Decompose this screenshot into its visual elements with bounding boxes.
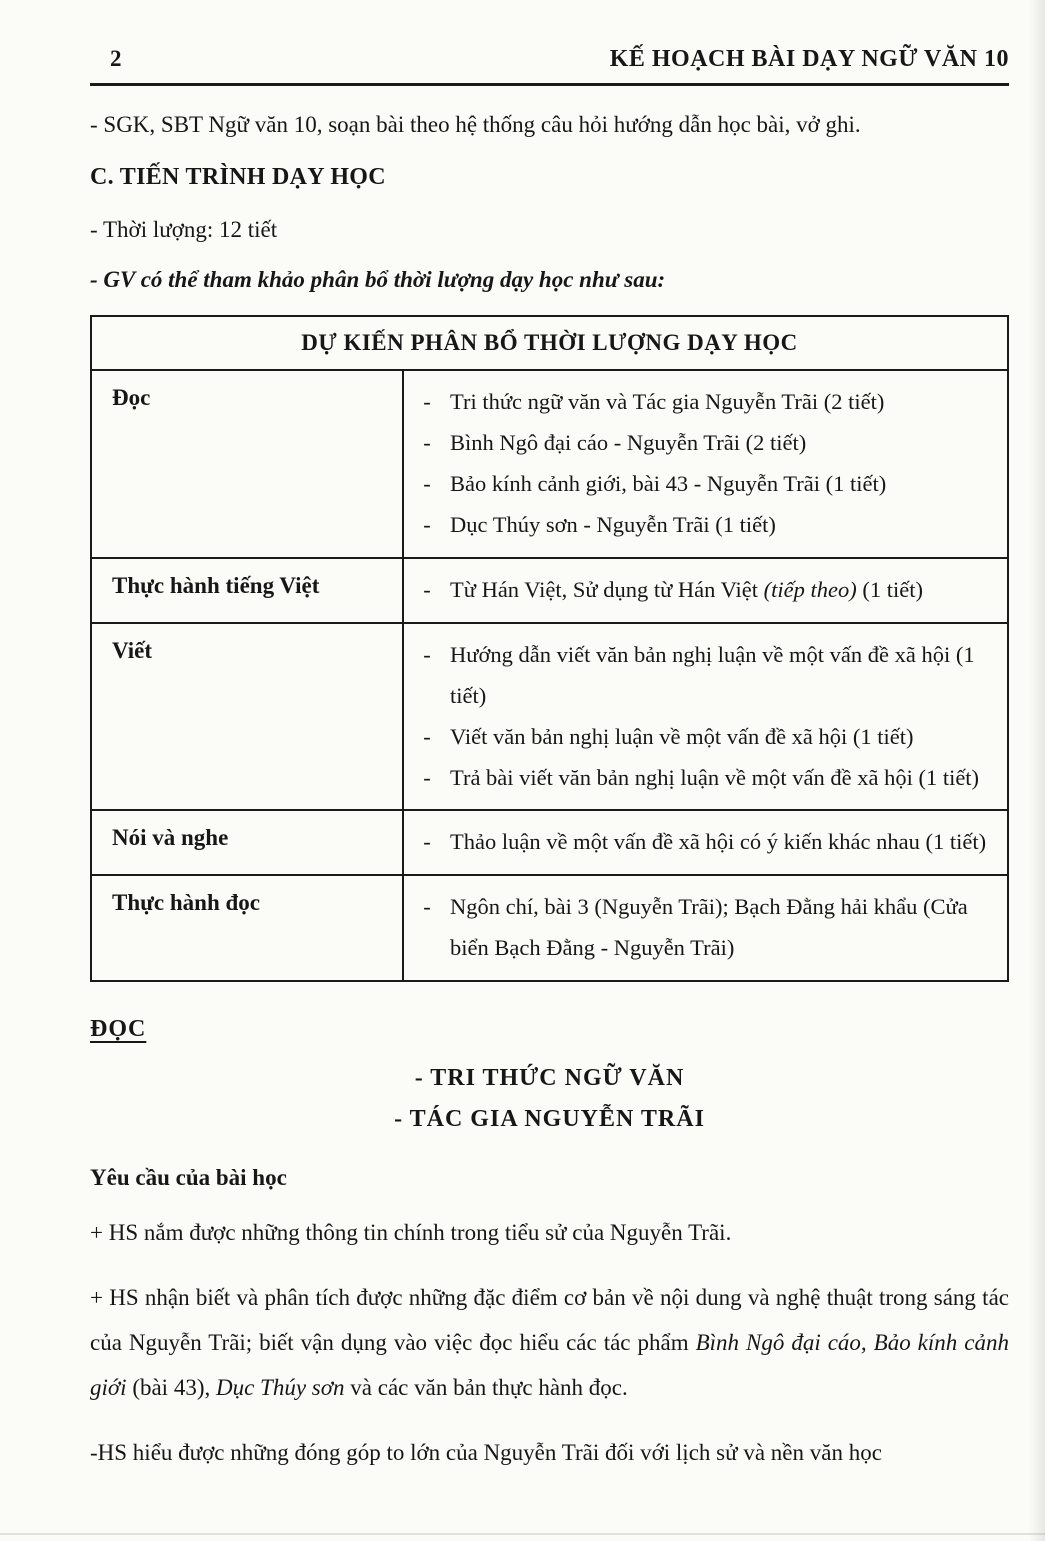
schedule-row: [91, 875, 1008, 981]
schedule-items-cell: [403, 875, 1008, 981]
requirement-2: [90, 1276, 1009, 1411]
text-segment: (tiếp theo): [763, 576, 857, 602]
dash-bullet: -: [423, 511, 431, 537]
schedule-item: [404, 635, 993, 717]
section-c-heading: C. TIẾN TRÌNH DẠY HỌC: [90, 164, 386, 190]
schedule-items-cell: [403, 370, 1008, 558]
schedule-row: [91, 370, 1008, 558]
schedule-item: [404, 382, 993, 423]
page-number: 2: [110, 46, 122, 71]
schedule-category-cell: Viết: [91, 623, 403, 811]
requirement-3: -HS hiểu được những đóng góp to lớn của Nguyễn Trãi đối với lịch sử và nền văn học: [90, 1439, 882, 1465]
schedule-table: [90, 315, 1009, 982]
text-segment: Bình Ngô đại cáo, Bảo kính cảnh giới: [90, 1329, 1009, 1400]
dash-bullet: -: [423, 829, 431, 855]
schedule-item-text: [450, 382, 993, 423]
schedule-item: [404, 758, 993, 799]
text-segment: Hướng dẫn viết văn bản nghị luận về một vấn đề xã hội (1 tiết): [450, 641, 975, 708]
dash-bullet: -: [423, 429, 431, 455]
schedule-table-title: DỰ KIẾN PHÂN BỔ THỜI LƯỢNG DẠY HỌC: [91, 316, 1008, 370]
lesson-title-1: - TRI THỨC NGỮ VĂN: [414, 1065, 685, 1092]
schedule-item: [404, 464, 993, 505]
schedule-item: [404, 570, 993, 611]
schedule-category-cell: Nói và nghe: [91, 810, 403, 875]
materials-line: - SGK, SBT Ngữ văn 10, soạn bài theo hệ thống câu hỏi hướng dẫn học bài, vở ghi.: [90, 112, 861, 137]
text-segment: + HS nhận biết và phân tích được những đặc điểm cơ bản về nội dung và nghệ thuật trong sáng tác của Nguyễn Trãi; biết vận dụng vào việc đọc hiểu các tác phẩm: [90, 1285, 1009, 1355]
duration-line: - Thời lượng: 12 tiết: [90, 217, 278, 242]
schedule-item-text: [450, 464, 993, 505]
dash-bullet: -: [423, 389, 431, 414]
dash-bullet: -: [423, 470, 431, 496]
schedule-item-text: [450, 635, 993, 717]
text-segment: Tri thức ngữ văn và Tác gia Nguyễn Trãi (2 tiết): [450, 389, 885, 414]
schedule-category-cell: Đọc: [91, 370, 403, 558]
doc-section-heading: ĐỌC: [90, 1016, 147, 1043]
schedule-item-text: [450, 758, 993, 799]
dash-bullet: -: [423, 894, 431, 920]
text-segment: (bài 43),: [126, 1374, 216, 1400]
schedule-row: [91, 810, 1008, 875]
dash-bullet: -: [423, 641, 431, 667]
running-head-title: KẾ HOẠCH BÀI DẠY NGỮ VĂN 10: [609, 46, 1009, 72]
text-segment: và các văn bản thực hành đọc.: [344, 1374, 628, 1400]
schedule-items-cell: [403, 558, 1008, 623]
schedule-item-text: [450, 423, 993, 464]
schedule-item: [404, 717, 993, 758]
schedule-item: [404, 822, 993, 863]
reference-note: - GV có thể tham khảo phân bổ thời lượng dạy học như sau:: [90, 267, 666, 292]
text-segment: Ngôn chí, bài 3 (Nguyễn Trãi); Bạch Đằng hải khẩu (Cửa biển Bạch Đằng - Nguyễn Trãi): [450, 894, 968, 961]
schedule-items-cell: [403, 810, 1008, 875]
lesson-title-2: - TÁC GIA NGUYỄN TRÃI: [394, 1106, 705, 1133]
schedule-item-text: [450, 570, 993, 611]
text-segment: Bảo kính cảnh giới, bài 43 - Nguyễn Trãi (1 tiết): [450, 470, 887, 496]
schedule-title-row: [91, 316, 1008, 370]
schedule-item: [404, 887, 993, 969]
schedule-row: [91, 623, 1008, 811]
text-segment: Từ Hán Việt, Sử dụng từ Hán Việt: [450, 576, 764, 602]
schedule-item: [404, 505, 993, 546]
page-header: [90, 46, 1009, 86]
schedule-item-text: [450, 822, 993, 863]
text-segment: Dục Thúy sơn: [215, 1374, 345, 1400]
dash-bullet: -: [423, 576, 431, 602]
text-segment: Dục Thúy sơn - Nguyễn Trãi (1 tiết): [450, 511, 776, 537]
text-segment: (1 tiết): [856, 576, 923, 602]
schedule-item-text: [450, 887, 993, 969]
text-segment: Bình Ngô đại cáo - Nguyễn Trãi (2 tiết): [450, 429, 807, 455]
schedule-category-cell: Thực hành đọc: [91, 875, 403, 981]
dash-bullet: -: [423, 764, 431, 790]
requirement-1: + HS nắm được những thông tin chính trong tiểu sử của Nguyễn Trãi.: [90, 1220, 732, 1246]
schedule-item-text: [450, 505, 993, 546]
dash-bullet: -: [423, 723, 431, 749]
schedule-items-cell: [403, 623, 1008, 811]
text-segment: Thảo luận về một vấn đề xã hội có ý kiến khác nhau (1 tiết): [450, 829, 987, 855]
text-segment: Viết văn bản nghị luận về một vấn đề xã hội (1 tiết): [450, 723, 914, 749]
schedule-item: [404, 423, 993, 464]
text-segment: Trả bài viết văn bản nghị luận về một vấn đề xã hội (1 tiết): [450, 764, 980, 790]
schedule-item-text: [450, 717, 993, 758]
schedule-category-cell: Thực hành tiếng Việt: [91, 558, 403, 623]
requirements-heading: Yêu cầu của bài học: [90, 1165, 287, 1191]
schedule-row: [91, 558, 1008, 623]
schedule-table-body: [91, 370, 1008, 981]
